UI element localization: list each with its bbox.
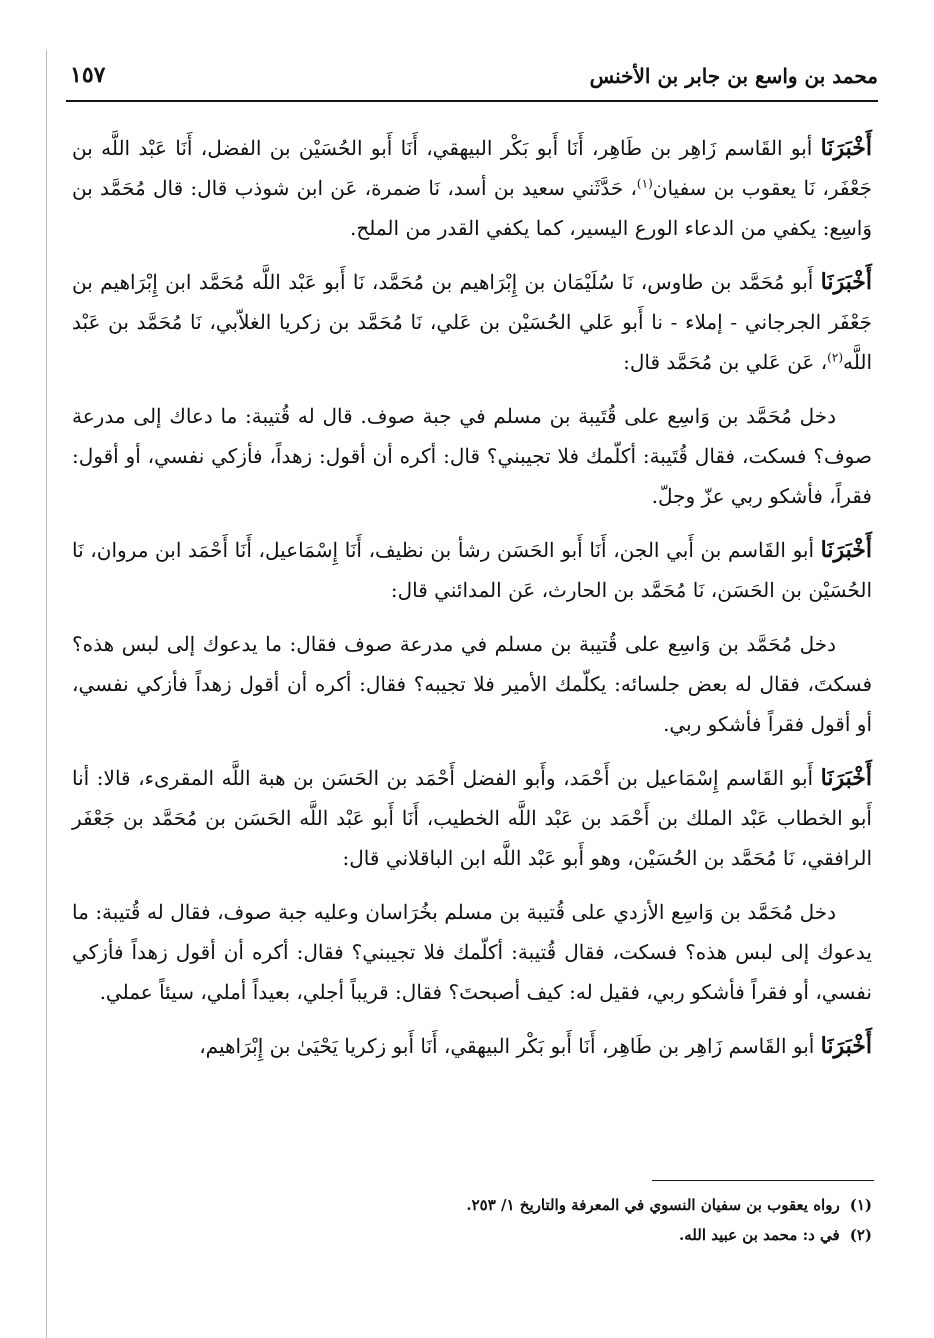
page-number: ١٥٧ <box>70 62 106 88</box>
paragraph-isnad-1 <box>72 128 872 248</box>
footnote-2 <box>300 1220 872 1250</box>
paragraph-isnad-3 <box>72 530 872 610</box>
footnote-number: (٢) <box>849 1226 872 1244</box>
footnotes <box>300 1190 872 1250</box>
footnote-number: (١) <box>849 1196 872 1214</box>
footnote-text: في د: محمد بن عبيد الله. <box>679 1226 840 1244</box>
page-margin-line <box>46 50 47 1338</box>
footnote-text: رواه يعقوب بن سفيان النسوي في المعرفة والتاريخ ١/ ٢٥٣. <box>466 1196 840 1214</box>
paragraph-text: أبو القَاسم بن أَبي الجن، أَنَا أَبو الحَسَن رشأ بن نظيف، أَنَا إِسْمَاعيل، أَنَا أَحْمَد ابن مروان، نَا الحُسَيْن بن الحَسَن، نَا مُحَمَّد بن الحارث، عَن المدائني قال: <box>72 538 872 602</box>
running-title: محمد بن واسع بن جابر بن الأخنس <box>589 64 878 88</box>
paragraph-text: أَبو القَاسم إِسْمَاعيل بن أَحْمَد، وأَبو الفضل أَحْمَد بن الحَسَن بن هبة اللَّه المقرىء، قالا: أنا أَبو الخطاب عَبْد الملك بن أَحْمَد بن عَبْد اللَّه الخطيب، أَنَا أَبو عَبْد اللَّه الحَسَن بن مُحَمَّد بن جَعْفَر الرافقي، نَا مُحَمَّد بن الحُسَيْن، وهو أَبو عَبْد اللَّه ابن الباقلاني قال: <box>72 766 872 870</box>
akhbarana-lead: أَخْبَرَنَا <box>820 269 872 295</box>
paragraph-isnad-4 <box>72 758 872 878</box>
footnote-1 <box>300 1190 872 1220</box>
page-body <box>72 128 872 1080</box>
akhbarana-lead: أَخْبَرَنَا <box>820 1033 872 1059</box>
footnote-separator <box>652 1180 874 1181</box>
akhbarana-lead: أَخْبَرَنَا <box>820 135 872 161</box>
paragraph-isnad-5 <box>72 1026 872 1066</box>
paragraph-text: أبو القَاسم زَاهِر بن طَاهِر، أَنَا أَبو بَكْر البيهقي، أَنَا أَبو الحُسَيْن بن الفضل، أَنَا عَبْد اللَّه بن جَعْفَر، نَا يعقوب بن سفيان <box>72 136 872 200</box>
akhbarana-lead: أَخْبَرَنَا <box>820 537 872 563</box>
paragraph-narration-1: دخل مُحَمَّد بن وَاسِع على قُتَيبة بن مسلم في جبة صوف. قال له قُتيبة: ما دعاك إلى مدرعة صوف؟ فسكت، فقال قُتَيبة: أكلّمك فلا تجيبني؟ قال: أكره أن أقول: زهداً، فأزكي نفسي، أو أقول: فقراً، فأشكو ربي عزّ وجلّ. <box>72 404 872 508</box>
paragraph-narration-2: دخل مُحَمَّد بن وَاسِع على قُتيبة بن مسلم في مدرعة صوف فقال: ما يدعوك إلى لبس هذه؟ فسكتَ، فقال له بعض جلسائه: يكلّمك الأمير فلا تجيبه؟ فقال: أكره أن أقول زهداً فأزكي نفسي، أو أقول فقراً فأشكو ربي. <box>72 632 872 736</box>
paragraph-narration-3: دخل مُحَمَّد بن وَاسِع الأزدي على قُتيبة بن مسلم بخُرَاسان وعليه جبة صوف، فقال له قُتيبة: ما يدعوك إلى لبس هذه؟ فسكت، فقال قُتيبة: أكلّمك فلا تجيبني؟ فقال: أكره أن أقول زهداً فأزكي نفسي، أو فقراً فأشكو ربي، فقيل له: كيف أصبحتَ؟ فقال: قريباً أجلي، بعيداً أملي، سيئاً عملي. <box>72 900 872 1004</box>
paragraph-text: أبو القَاسم زَاهِر بن طَاهِر، أَنَا أَبو بَكْر البيهقي، أَنَا أَبو زكريا يَحْيَىٰ بن إِبْرَاهيم، <box>199 1034 821 1058</box>
footnote-ref-2[interactable]: (٢) <box>827 350 843 365</box>
footnote-ref-1[interactable]: (١) <box>636 176 653 191</box>
paragraph-text: ، عَن عَلي بن مُحَمَّد قال: <box>623 350 828 374</box>
paragraph-text: ، حَدَّثَني سعيد بن أسد، نَا ضمرة، عَن ابن شوذب قال: قال مُحَمَّد بن وَاسِع: يكفي من الدعاء الورع اليسير، كما يكفي القدر من الملح. <box>72 176 872 240</box>
page-header <box>66 58 878 102</box>
paragraph-text: أَبو مُحَمَّد بن طاوس، نَا سُلَيْمَان بن إِبْرَاهيم بن مُحَمَّد، نَا أَبو عَبْد اللَّه مُحَمَّد ابن إِبْرَاهيم بن جَعْفَر الجرجاني - إملاء - نا أَبو عَلي الحُسَيْن بن عَلي، نَا مُحَمَّد بن زكريا الغلاّبي، نَا مُحَمَّد بن عَبْد اللَّه <box>72 270 873 374</box>
akhbarana-lead: أَخْبَرَنَا <box>820 765 872 791</box>
paragraph-isnad-2 <box>72 262 872 382</box>
